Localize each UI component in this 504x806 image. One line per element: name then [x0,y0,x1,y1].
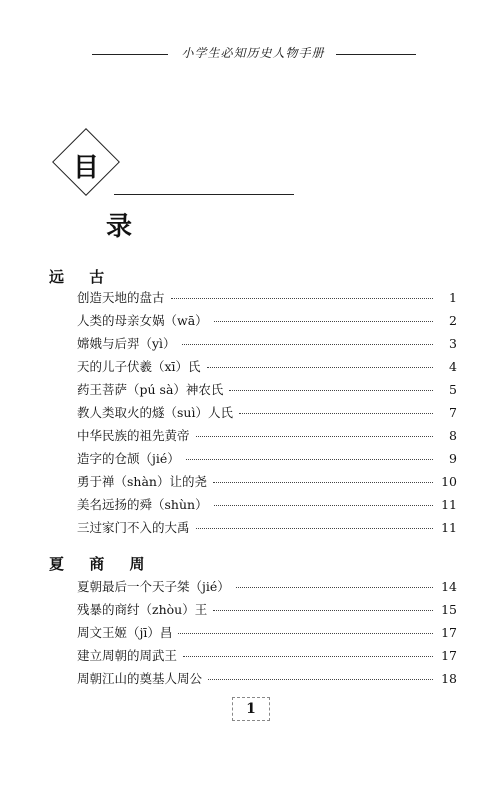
entry-title: 天的儿子伏羲（xī）氏 [77,359,201,374]
contents-heading [54,130,254,250]
toc-entry[interactable] [77,426,457,449]
toc-entry[interactable] [77,495,457,518]
toc-entry[interactable] [77,380,457,403]
toc-entry[interactable] [77,623,457,646]
toc-entry[interactable] [77,577,457,600]
toc-entry[interactable] [77,646,457,669]
toc-entry[interactable] [77,472,457,495]
entry-title: 造字的仓颉（jié） [77,451,180,466]
dot-leader [214,505,433,506]
entry-title: 残暴的商纣（zhòu）王 [77,602,208,617]
entry-page: 7 [449,405,457,420]
dot-leader [213,610,433,611]
dot-leader [208,679,433,680]
toc-entry[interactable] [77,288,457,311]
dot-leader [178,633,433,634]
dot-leader [182,344,433,345]
header-rule-right [336,54,416,55]
entry-page: 4 [449,359,457,374]
entry-page: 18 [441,671,457,686]
dot-leader [171,298,433,299]
dot-leader [183,656,433,657]
entry-page: 11 [441,497,457,512]
entry-page: 10 [441,474,457,489]
toc-entry[interactable] [77,357,457,380]
contents-heading-char-1: 目 [72,153,99,183]
toc-entry[interactable] [77,334,457,357]
dot-leader [196,436,433,437]
entry-page: 14 [441,579,457,594]
toc-entry[interactable] [77,449,457,472]
running-header [0,44,504,64]
dot-leader [207,367,433,368]
entry-page: 11 [441,520,457,535]
entry-page: 2 [449,313,457,328]
dot-leader [213,482,433,483]
entry-title: 建立周朝的周武王 [77,648,178,663]
dot-leader [186,459,433,460]
toc-entry[interactable] [77,669,457,692]
book-title: 小学生必知历史人物手册 [181,46,325,60]
entry-page: 9 [449,451,457,466]
section-entries-xia-shang-zhou [77,577,457,692]
entry-title: 教人类取火的燧（suì）人氏 [77,405,233,420]
contents-heading-char-2: 录 [106,212,133,242]
entry-title: 周朝江山的奠基人周公 [77,671,203,686]
entry-page: 17 [441,648,457,663]
dot-leader [214,321,433,322]
entry-title: 中华民族的祖先黄帝 [77,428,190,443]
entry-title: 美名远扬的舜（shùn） [77,497,208,512]
dot-leader [239,413,433,414]
entry-title: 周文王姬（jī）昌 [77,625,173,640]
entry-page: 3 [449,336,457,351]
toc-entry[interactable] [77,518,457,541]
entry-page: 5 [449,382,457,397]
entry-title: 药王菩萨（pú sà）神农氏 [77,382,224,397]
toc-entry[interactable] [77,311,457,334]
entry-page: 8 [449,428,457,443]
dot-leader [196,528,433,529]
entry-title: 夏朝最后一个天子桀（jié） [77,579,230,594]
heading-rule [114,194,294,195]
section-title-ancient: 远 古 [49,268,115,286]
entry-title: 嫦娥与后羿（yì） [77,336,176,351]
entry-title: 三过家门不入的大禹 [77,520,190,535]
section-entries-ancient [77,288,457,541]
section-title-xia-shang-zhou: 夏 商 周 [49,555,155,573]
header-rule-left [92,54,168,55]
entry-title: 人类的母亲女娲（wā） [77,313,208,328]
entry-page: 15 [441,602,457,617]
dot-leader [236,587,433,588]
entry-title: 勇于禅（shàn）让的尧 [77,474,207,489]
toc-entry[interactable] [77,600,457,623]
entry-page: 17 [441,625,457,640]
toc-entry[interactable] [77,403,457,426]
page-number: 1 [232,697,270,721]
entry-title: 创造天地的盘古 [77,290,165,305]
dot-leader [229,390,433,391]
entry-page: 1 [449,290,457,305]
